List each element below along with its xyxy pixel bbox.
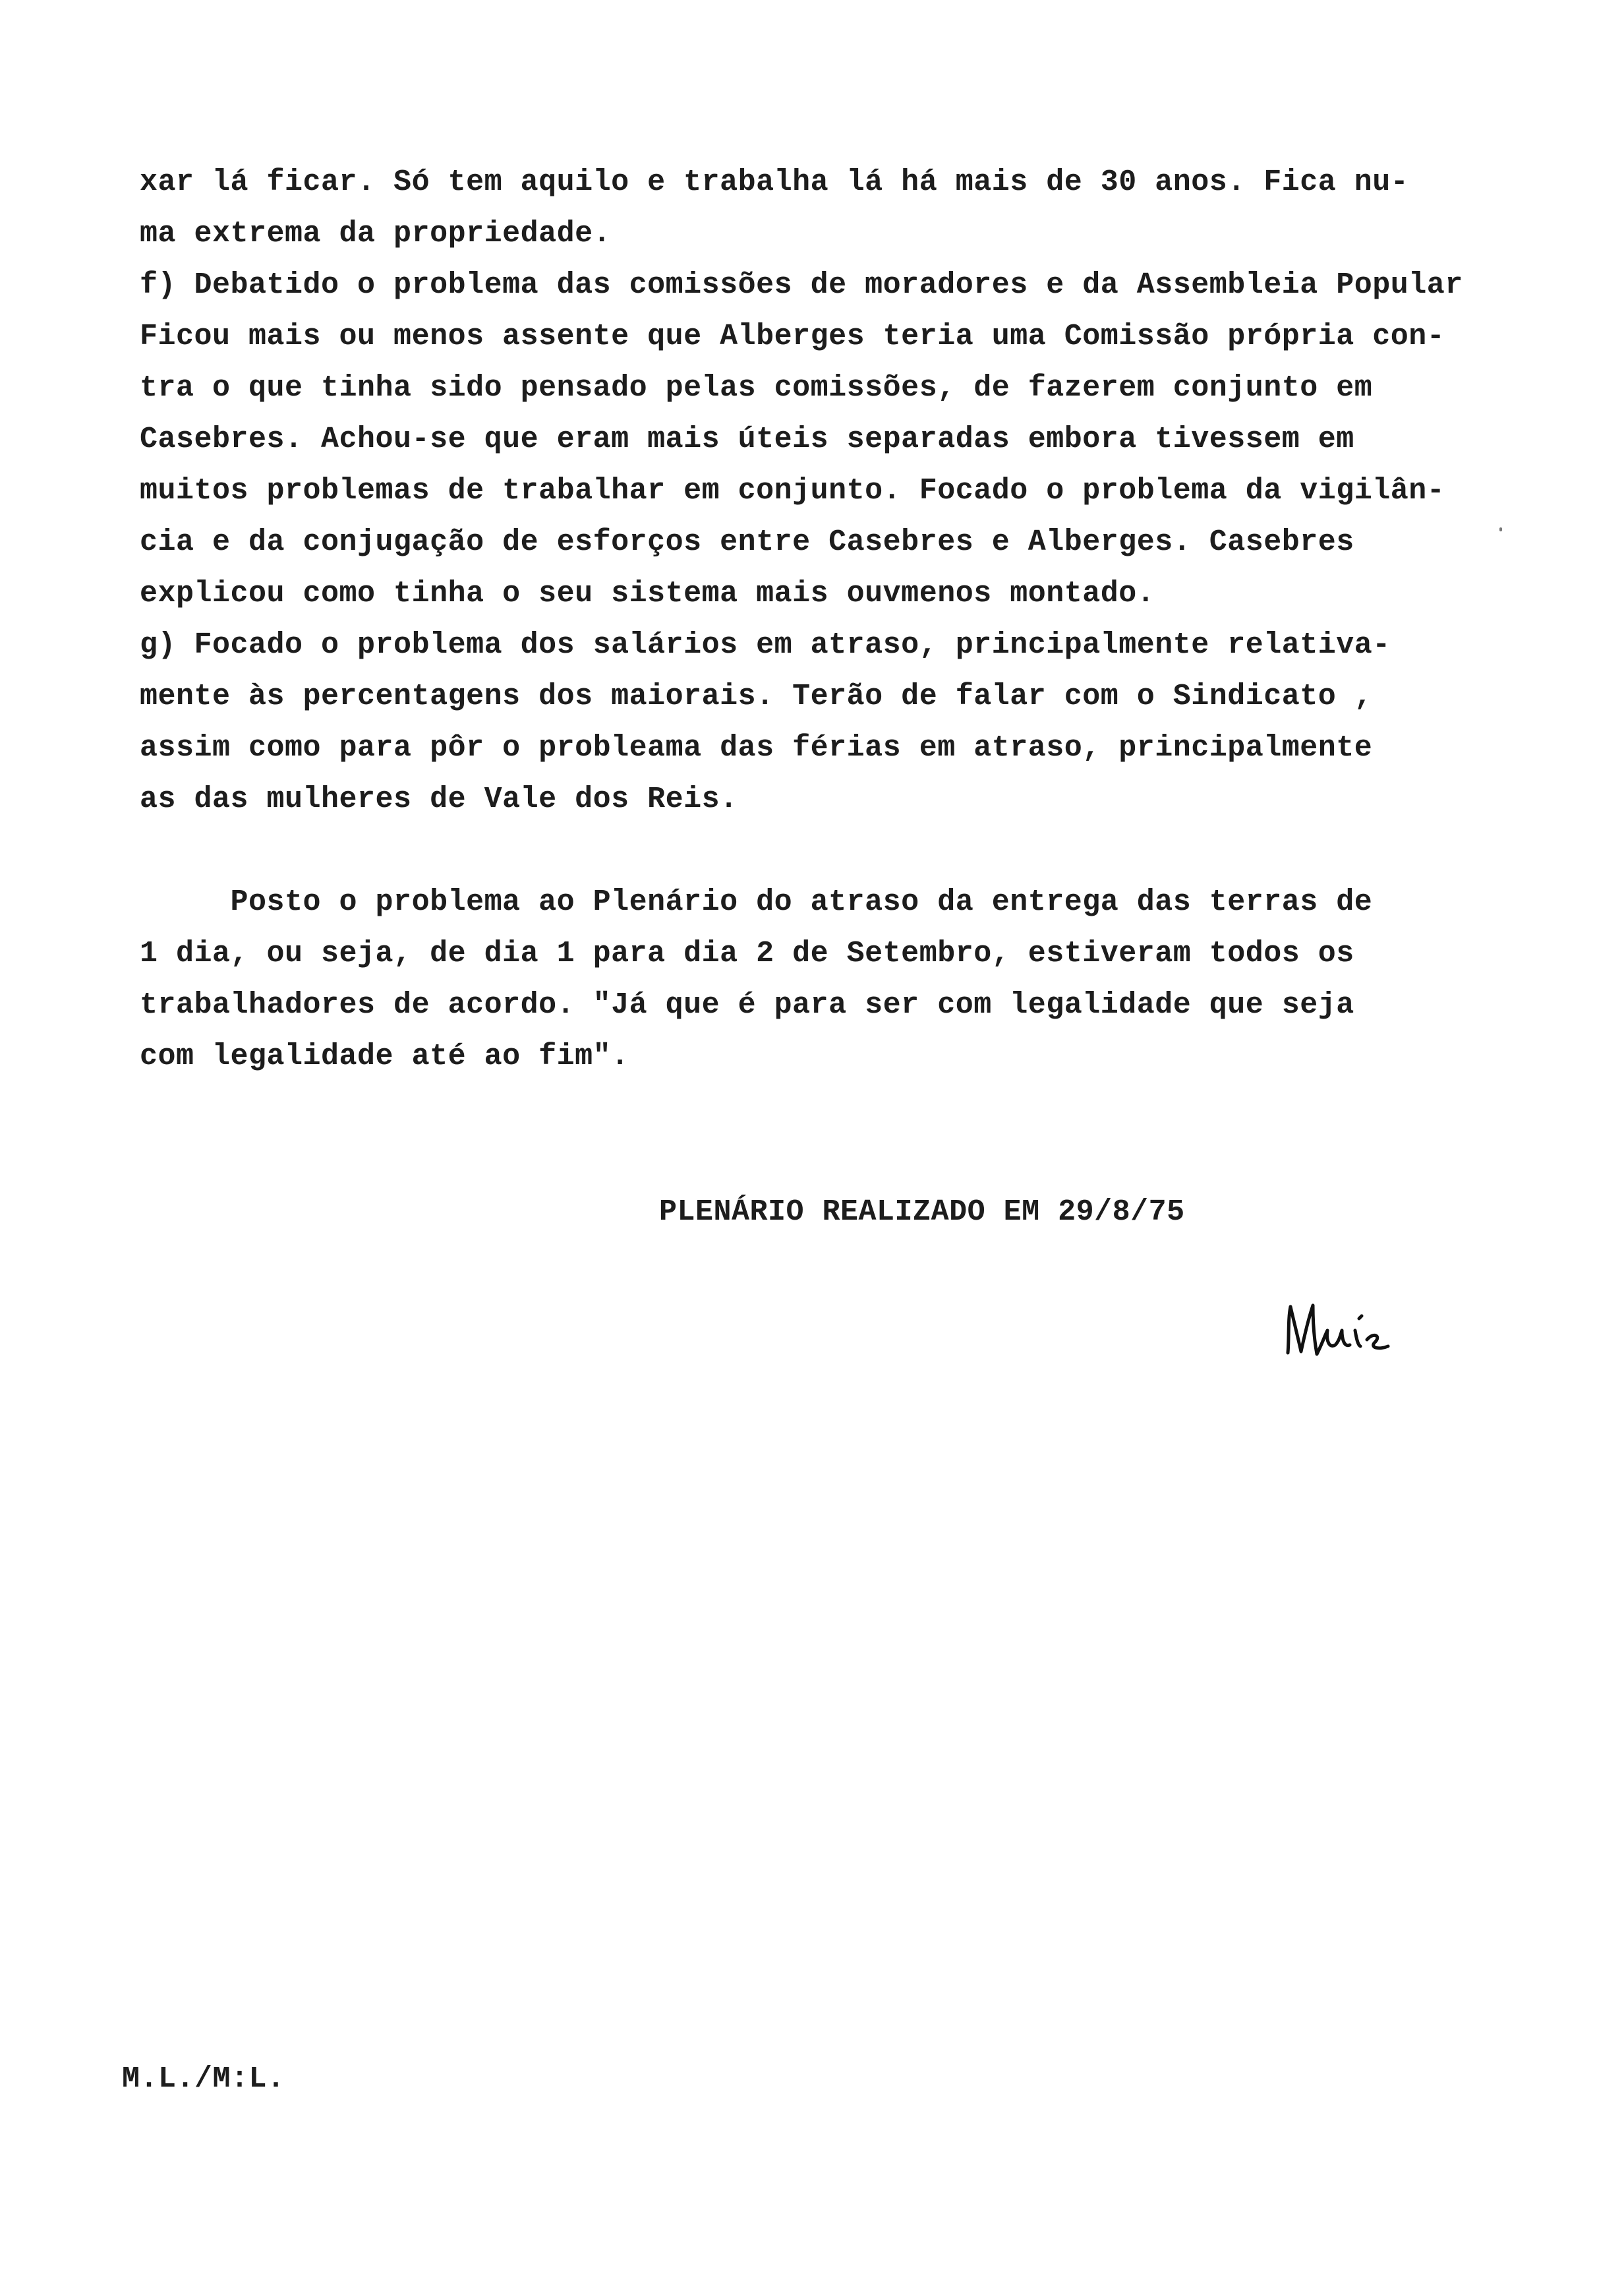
body-line: xar lá ficar. Só tem aquilo e trabalha lá há mais de 30 anos. Fica nu- — [140, 165, 1409, 199]
body-line: g) Focado o problema dos salários em atraso, principalmente relativa- — [140, 628, 1391, 662]
scan-speck — [1499, 527, 1502, 531]
document-body — [140, 157, 1511, 1083]
body-line: f) Debatido o problema das comissões de moradores e da Assembleia Popular — [140, 268, 1463, 302]
closing-paragraph-line: trabalhadores de acordo. "Já que é para ser com legalidade que seja — [140, 988, 1354, 1022]
body-line: as das mulheres de Vale dos Reis. — [140, 783, 738, 816]
body-line: assim como para pôr o probleama das férias em atraso, principalmente — [140, 731, 1373, 765]
footer-reference: M.L./M:L. — [122, 2062, 285, 2096]
closing-paragraph-line: Posto o problema ao Plenário do atraso da entrega das terras de — [140, 885, 1373, 919]
body-line: mente às percentagens dos maiorais. Terão de falar com o Sindicato , — [140, 680, 1373, 713]
body-line: tra o que tinha sido pensado pelas comissões, de fazerem conjunto em — [140, 371, 1373, 405]
body-line: ma extrema da propriedade. — [140, 217, 612, 251]
body-line: Casebres. Achou-se que eram mais úteis separadas embora tivessem em — [140, 423, 1354, 456]
closing-paragraph-line: 1 dia, ou seja, de dia 1 para dia 2 de Setembro, estiveram todos os — [140, 937, 1354, 970]
plenary-date-line: PLENÁRIO REALIZADO EM 29/8/75 — [659, 1195, 1185, 1229]
body-line: cia e da conjugação de esforços entre Casebres e Alberges. Casebres — [140, 525, 1354, 559]
paragraph-gap — [140, 825, 1511, 877]
body-line: Ficou mais ou menos assente que Alberges teria uma Comissão própria con- — [140, 320, 1445, 353]
handwritten-signature — [1279, 1292, 1437, 1371]
closing-paragraph-line: com legalidade até ao fim". — [140, 1040, 629, 1073]
body-line: explicou como tinha o seu sistema mais ouvmenos montado. — [140, 577, 1155, 610]
body-line: muitos problemas de trabalhar em conjunto. Focado o problema da vigilân- — [140, 474, 1445, 508]
